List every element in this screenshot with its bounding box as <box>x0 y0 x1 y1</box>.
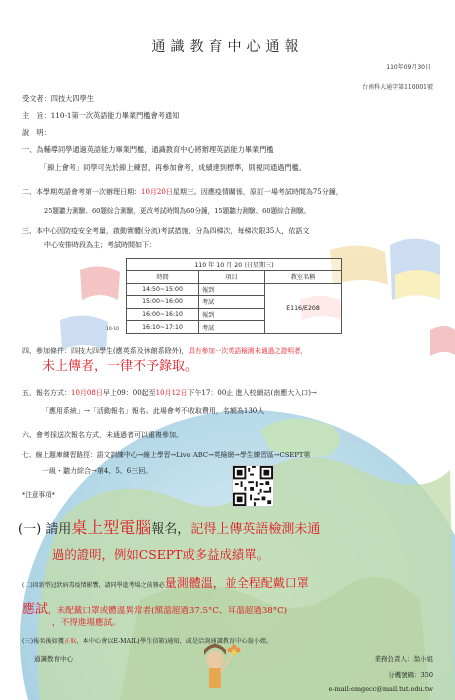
table-header-room: 教室名稱 <box>265 271 342 284</box>
issuing-office: 通識教育中心 <box>34 655 73 663</box>
item-1-line-2: 「線上會考」同學可先於線上練習，再參加會考，成績達到標準，則視同通過門檻。 <box>40 163 306 172</box>
exam-date: 10月20日 <box>141 188 173 196</box>
notes-heading: *注意事項* <box>22 491 55 499</box>
table-row: 14:50~15:00 報到 E116/E208 <box>127 283 342 296</box>
item-5-line-1: 五、報名方式：10月08日早上09：00起至10月12日下午17：00止 進入校網站(南應大入口)→ <box>22 389 317 397</box>
exam-schedule-table <box>126 258 342 334</box>
qr-code[interactable] <box>232 465 274 507</box>
table-caption: 110 年 10 月 20 日(星期三) <box>127 259 342 271</box>
note-2-line-1: (二)因新型冠狀病毒疫情影響，請同學進考場之前務必量測體溫，並全程配戴口罩 <box>22 576 309 590</box>
item-7-line-2: 一級・聽力綜合→第4、5、6三回。 <box>42 467 153 475</box>
extension-number: 分機號碼：350 <box>388 671 433 679</box>
table-row: 16:10~17:10 考試 <box>127 321 342 334</box>
contact-email[interactable]: e-mail:emgecc@mail.tut.edu.tw <box>328 685 433 693</box>
recipient: 受文者：四技大四學生 <box>22 94 94 103</box>
table-row: 16:00~16:10 報到 <box>127 308 342 321</box>
note-1-line-2: 過的證明，例如CSEPT或多益成績單。 <box>52 547 270 562</box>
explanation-heading: 說 明： <box>22 128 51 137</box>
item-1-line-1: 一、為輔導同學通過英語能力畢業門檻，通識教育中心將辦理英語能力畢業門檻 <box>22 145 274 154</box>
note-2-line-2: 應試，未配戴口罩或體溫異常者(額溫超過37.5°C、耳溫超過38°C) <box>22 602 288 617</box>
note-3: (三)報名後如獲正取，本中心會以E-MAIL(學生信箱)通知，或是洽詢通識教育中心翁小姐。 <box>22 638 273 645</box>
item-3-line-2: 中心安排時段為主；考試時間如下： <box>44 241 156 249</box>
item-4-warning: 未上傳者，一律不予錄取。 <box>42 359 199 374</box>
table-header-time: 時間 <box>127 271 199 284</box>
note-1-line-1: (一) 請用桌上型電腦報名，記得上傳英語檢測未通 <box>18 518 321 537</box>
contact-person: 業務負責人：翁小姐 <box>374 655 433 663</box>
item-3-line-1: 三、本中心因防疫安全考量，啟動實體(分流)考試措施，分為四梯次，每梯次限35人，依語文 <box>22 227 310 235</box>
issue-date: 110年09月30日 <box>386 64 431 71</box>
item-6: 六、會考採送次報名方式，未通過者可以重複參加。 <box>22 431 183 439</box>
item-5-line-2: 「應用系統」→「活動報名」報名。此場會考不收取費用，名額為130人 <box>42 407 265 415</box>
item-7-line-1: 七、線上題庫練習路徑：語文訓練中心→線上學習→Live ABC→英檢網→學生練習區→CSEPT第 <box>22 451 311 459</box>
device-requirement: 桌上型電腦 <box>71 518 152 537</box>
note-2-line-3: ，不得進場應試。 <box>52 618 121 628</box>
item-2-line-2: 25題聽力測驗、60題綜合測驗，更改考試時間為60分鐘，15題聽力測驗、60題綜合測驗。 <box>44 207 311 215</box>
document-number: 台南科大通字第110001號 <box>362 84 433 91</box>
table-header-item: 項目 <box>199 271 265 284</box>
table-side-tag: 10-10 <box>106 327 120 332</box>
room-cell: E116/E208 <box>265 283 342 333</box>
item-4-line-1: 四、參加條件：四技大四學生(應英系及休館系除外)，具有參加一次英語檢測未通過之證明者， <box>22 347 308 355</box>
item-2-line-1: 二、本學期英語會考第一次辦理日期：10月20日星期三。因應疫情關係，原訂一場考試時間為75分鐘， <box>22 188 343 196</box>
subject: 主 旨：110-1第一次英語能力畢業門檻會考通知 <box>22 111 180 120</box>
table-row: 15:00~16:00 考試 <box>127 296 342 309</box>
notice-title: 通識教育中心通報 <box>151 39 304 55</box>
